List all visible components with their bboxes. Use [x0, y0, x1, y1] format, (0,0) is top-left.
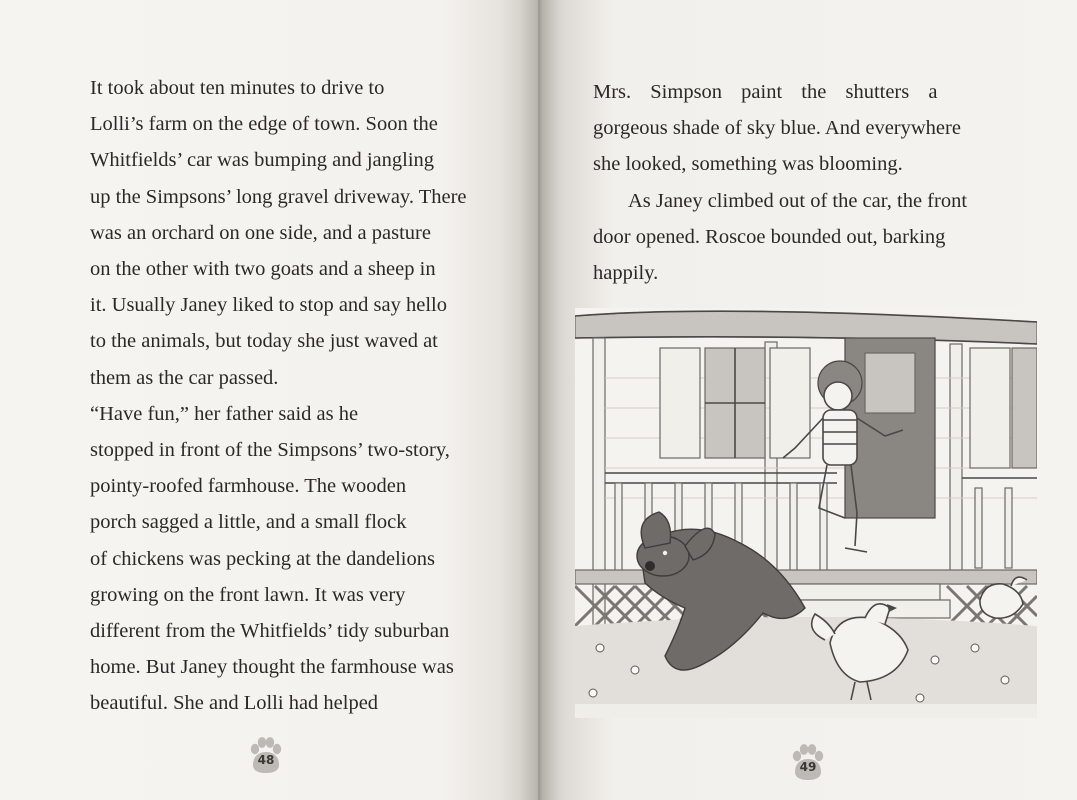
text-line: As Janey climbed out of the car, the front — [628, 189, 968, 212]
left-page — [0, 0, 538, 800]
text-line: gorgeous shade of sky blue. And everywhere — [593, 117, 961, 140]
text-line: Lolli’s farm on the edge of town. Soon the — [90, 113, 438, 136]
text-line: them as the car passed. — [90, 366, 279, 389]
text-line: growing on the front lawn. It was very — [90, 583, 406, 606]
right-page-text — [593, 74, 1011, 291]
text-line: “Have fun,” her father said as he — [90, 402, 359, 425]
page-number: 48 — [257, 753, 275, 767]
text-line: of chickens was pecking at the dandelions — [90, 547, 435, 570]
farmhouse-porch-illustration — [575, 308, 1037, 718]
text-line: she looked, something was blooming. — [593, 153, 903, 176]
text-line: home. But Janey thought the farmhouse was — [90, 656, 454, 679]
page-number-badge — [246, 735, 286, 775]
farmhouse-porch-illustration-svg — [575, 308, 1037, 718]
text-line: door opened. Roscoe bounded out, barking — [593, 225, 946, 248]
text-line: pointy-roofed farmhouse. The wooden — [90, 475, 407, 498]
text-line: Whitfields’ car was bumping and jangling — [90, 149, 435, 172]
left-page-text — [55, 70, 473, 722]
text-line: beautiful. She and Lolli had helped — [90, 692, 379, 715]
text-line: was an orchard on one side, and a pasture — [90, 221, 431, 244]
text-line: Mrs. Simpson paint the shutters a — [593, 81, 938, 103]
text-line: different from the Whitfields’ tidy suburban — [90, 620, 450, 643]
paragraph — [55, 70, 473, 396]
text-line: stopped in front of the Simpsons’ two-story, — [90, 439, 450, 462]
paragraph — [593, 183, 1011, 292]
page-number-badge — [788, 742, 828, 782]
paragraph — [593, 74, 1011, 183]
text-line: up the Simpsons’ long gravel driveway. There — [90, 185, 467, 208]
text-line: to the animals, but today she just waved at — [90, 330, 438, 353]
text-line: it. Usually Janey liked to stop and say hello — [90, 294, 447, 317]
text-line: on the other with two goats and a sheep in — [90, 258, 436, 281]
page-number: 49 — [799, 760, 817, 774]
text-line: porch sagged a little, and a small flock — [90, 511, 407, 534]
text-line: happily. — [593, 262, 659, 285]
paragraph — [55, 396, 473, 722]
text-line: It took about ten minutes to drive to — [90, 77, 385, 99]
